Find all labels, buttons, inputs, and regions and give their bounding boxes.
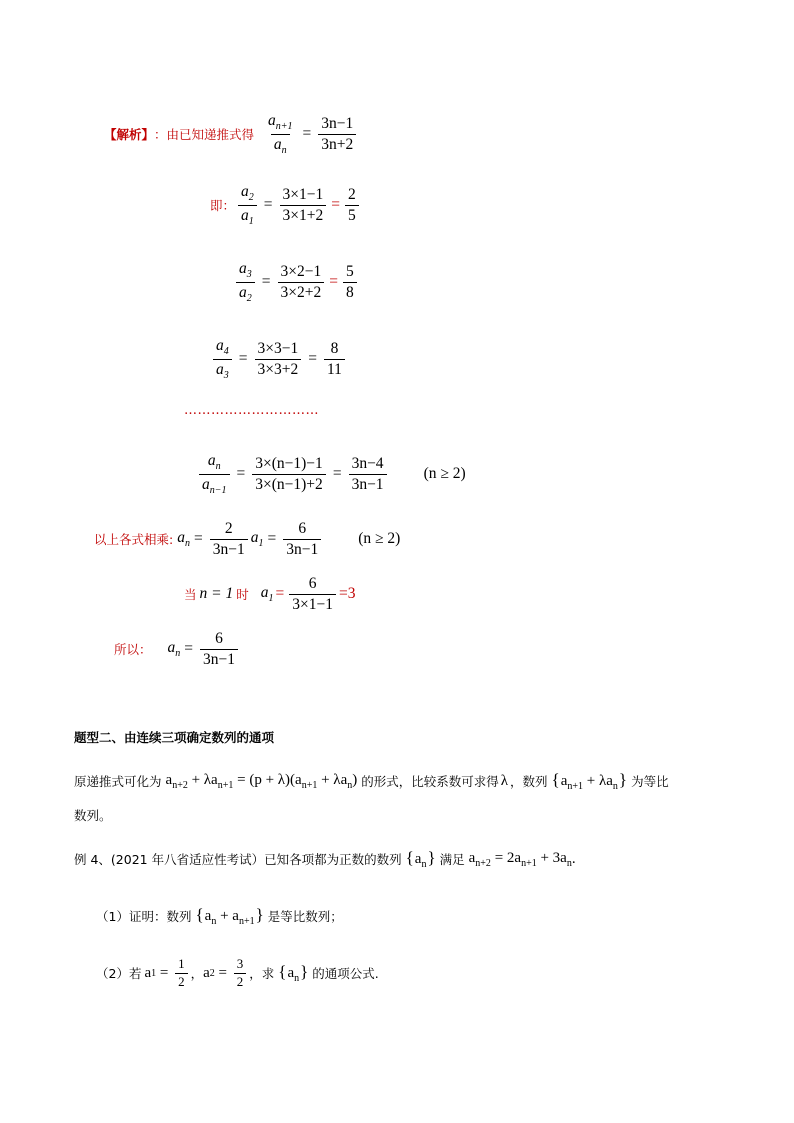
ratio-equation-3: $\frac{a_4}{a_3}$ = $\frac{3\times 3-1}{3\times 3+2}$ = $\frac{8}{11}$ [210,337,348,381]
condition-n-ge-2-b: (n ≥ 2) [358,530,401,548]
ellipsis-dots: ………………………… [184,403,319,418]
ratio-equation-2: $\frac{a_3}{a_2}$ = $\frac{3\times 2-1}{3\times 2+2}$ = $\frac{5}{8}$ [233,260,360,304]
analysis-label: 【解析】 [104,127,155,142]
final-formula: 所以： $a_n$ = $\frac{6}{3n-1}$ [114,630,241,669]
analysis-intro-line [104,112,359,156]
recurrence-formula: $\frac{a_{n+1}}{a_n}$ = $\frac{3n-1}{3n+2}$ [262,112,359,156]
n1-result: =3 [338,585,356,603]
condition-n-ge-2: (n ≥ 2) [423,465,466,482]
analysis-intro: ：由已知递推式得 [154,127,255,142]
section-heading: 题型二、由连续三项确定数列的通项 [74,730,275,745]
question-1-line: （1）证明：数列 $\{a_n + a_{n+1}\}$ 是等比数列； [96,905,343,927]
ratio-equation-1: 即： $\frac{a_2}{a_1}$ = $\frac{3\times 1-1}{3\times 1+2}$ = $\frac{2}{5}$ [210,183,362,227]
product-equation: 以上各式相乘: $a_n$ = $\frac{2}{3n-1}$ $a_1$ = $\frac{6}{3n-1}$ (n ≥ 2) [94,520,401,558]
multiply-label: 以上各式相乘: [94,532,174,548]
paragraph-line-1: 原递推式可化为 $a_{n+2} + \lambda a_{n+1} = (p + \lambda)(a_{n+1} + \lambda a_n)$ 的形式，比较系数可求得 λ ，数列 $\{a_{n+1} + \lambda a_n\}$ 为等比 [74,770,669,792]
question-2-line: （2）若 a 1 = $\frac{1}{2}$ ， a 2 = $\frac{3}{2}$ ，求 $\{a_n\}$ 的通项公式. [96,956,379,989]
therefore-label: 所以： [114,642,152,658]
ratio-equation-n: $\frac{a_n}{a_{n-1}}$ = $\frac{3\times(n-1)-1}{3\times(n-1)+2}$ = $\frac{3n-4}{3n-1}$ (n ≥ 2) [196,452,466,496]
paragraph-line-2: 数列。 [74,808,112,823]
example-4-line: 例 4、(2021 年八省适应性考试）已知各项都为正数的数列 $\{a_n\}$ 满足 $a_{n+2} = 2a_{n+1} + 3a_n$ . [74,848,576,870]
ji-label: 即： [210,198,236,213]
n-equals-1-line: 当 n = 1 时 $a_1$ = $\frac{6}{3\times 1-1}$ =3 [184,575,356,613]
